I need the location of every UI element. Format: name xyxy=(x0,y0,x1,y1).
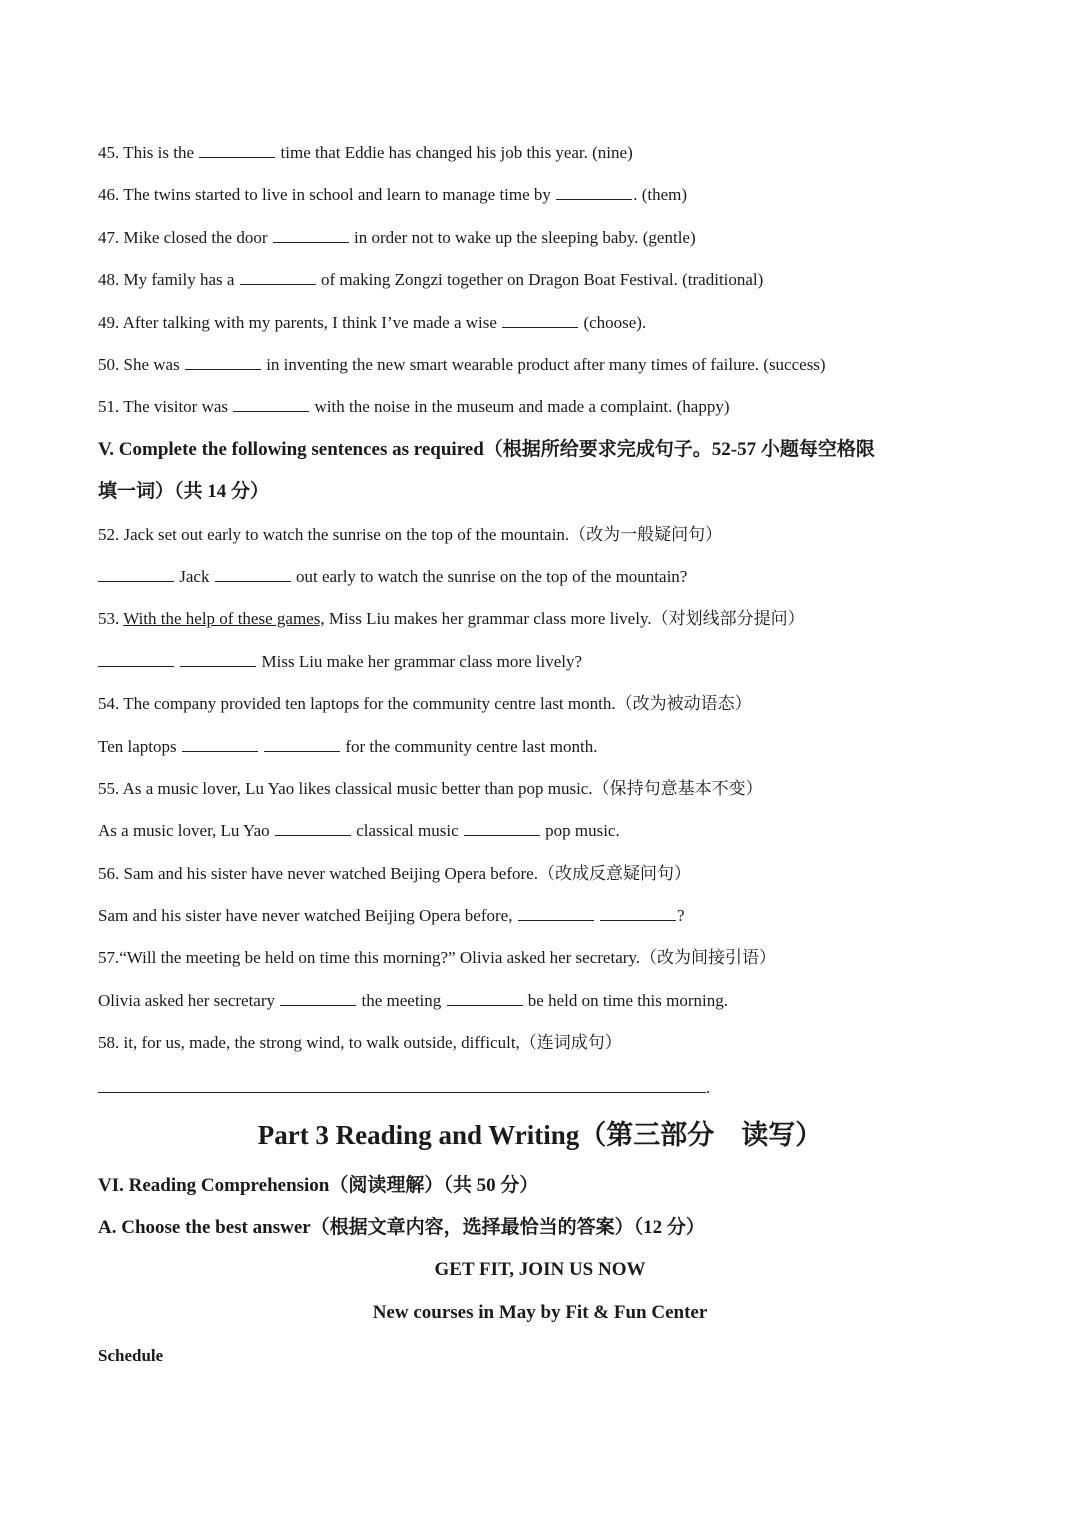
answer-blank[interactable] xyxy=(215,566,291,582)
question-58: 58. it, for us, made, the strong wind, to walk outside, difficult,（连词成句） xyxy=(98,1033,622,1052)
question-number: 52. xyxy=(98,525,120,544)
answer-blank[interactable] xyxy=(464,820,540,836)
question-53-response: Miss Liu make her grammar class more lively? xyxy=(98,651,582,673)
answer-blank[interactable] xyxy=(182,736,258,752)
answer-blank[interactable] xyxy=(600,905,676,921)
part-3-title: Part 3 Reading and Writing（第三部分 读写） xyxy=(257,1120,823,1150)
question-number: 51. xyxy=(98,397,120,416)
question-57-response: Olivia asked her secretary the meeting be held on time this morning. xyxy=(98,991,728,1010)
question-52-response: Jack out early to watch the sunrise on the top of the mountain? xyxy=(98,566,687,588)
question-46: 46. The twins started to live in school and learn to manage time by . (them) xyxy=(98,185,688,204)
section-5-heading-cont: 填一词）（共 14 分） xyxy=(98,481,270,502)
question-56: 56. Sam and his sister have never watched Beijing Opera before.（改成反意疑问句） xyxy=(98,864,691,883)
section-5-heading: V. Complete the following sentences as required（根据所给要求完成句子。52-57 小题每空格限 xyxy=(98,439,875,460)
question-number: 48. xyxy=(98,270,120,289)
answer-line[interactable] xyxy=(98,1092,706,1093)
question-number: 55. xyxy=(98,779,120,798)
answer-blank[interactable] xyxy=(280,990,356,1006)
underlined-phrase: With the help of these games, xyxy=(123,609,325,628)
question-56-response: Sam and his sister have never watched Beijing Opera before, ? xyxy=(98,906,685,925)
question-number: 54. xyxy=(98,694,120,713)
question-54: 54. The company provided ten laptops for the community centre last month.（改为被动语态） xyxy=(98,694,752,713)
question-number: 50. xyxy=(98,355,120,374)
schedule-label: Schedule xyxy=(98,1346,164,1365)
answer-blank[interactable] xyxy=(556,184,632,200)
question-51: 51. The visitor was with the noise in the museum and made a complaint. (happy) xyxy=(98,397,730,416)
answer-blank[interactable] xyxy=(275,820,351,836)
passage-heading: GET FIT, JOIN US NOW xyxy=(434,1259,646,1280)
question-number: 56. xyxy=(98,864,120,883)
question-number: 47. xyxy=(98,228,120,247)
answer-blank[interactable] xyxy=(98,566,174,582)
question-50: 50. She was in inventing the new smart wearable product after many times of failure. (success) xyxy=(98,355,826,374)
question-number: 53. xyxy=(98,609,120,628)
answer-blank[interactable] xyxy=(447,990,523,1006)
answer-blank[interactable] xyxy=(233,396,309,412)
question-55: 55. As a music lover, Lu Yao likes classical music better than pop music.（保持句意基本不变） xyxy=(98,779,763,798)
answer-blank[interactable] xyxy=(240,269,316,285)
passage-subheading: New courses in May by Fit & Fun Center xyxy=(372,1302,708,1323)
question-52: 52. Jack set out early to watch the sunrise on the top of the mountain.（改为一般疑问句） xyxy=(98,525,723,544)
section-a-heading: A. Choose the best answer（根据文章内容，选择最恰当的答案）（12 分） xyxy=(98,1217,705,1238)
question-45: 45. This is the time that Eddie has changed his job this year. (nine) xyxy=(98,143,633,162)
answer-blank[interactable] xyxy=(180,651,256,667)
question-number: 58. xyxy=(98,1033,120,1052)
answer-blank[interactable] xyxy=(98,651,174,667)
question-48: 48. My family has a of making Zongzi together on Dragon Boat Festival. (traditional) xyxy=(98,270,764,289)
question-49: 49. After talking with my parents, I think I’ve made a wise (choose). xyxy=(98,313,647,332)
section-6-heading: VI. Reading Comprehension（阅读理解）（共 50 分） xyxy=(98,1175,539,1196)
question-53: 53. With the help of these games, Miss Liu makes her grammar class more lively.（对划线部分提问） xyxy=(98,609,805,628)
question-47: 47. Mike closed the door in order not to wake up the sleeping baby. (gentle) xyxy=(98,228,696,247)
question-number: 45. xyxy=(98,143,120,162)
answer-line-end: . xyxy=(706,1078,711,1097)
question-number: 49. xyxy=(98,313,120,332)
answer-blank[interactable] xyxy=(502,312,578,328)
question-number: 57. xyxy=(98,948,120,967)
answer-blank[interactable] xyxy=(199,142,275,158)
answer-blank[interactable] xyxy=(185,354,261,370)
answer-blank[interactable] xyxy=(518,905,594,921)
answer-blank[interactable] xyxy=(273,227,349,243)
answer-blank[interactable] xyxy=(264,736,340,752)
question-54-response: Ten laptops for the community centre last month. xyxy=(98,737,598,756)
question-number: 46. xyxy=(98,185,120,204)
question-55-response: As a music lover, Lu Yao classical music pop music. xyxy=(98,821,620,840)
question-57: 57.“Will the meeting be held on time this morning?” Olivia asked her secretary.（改为间接引语） xyxy=(98,948,777,967)
